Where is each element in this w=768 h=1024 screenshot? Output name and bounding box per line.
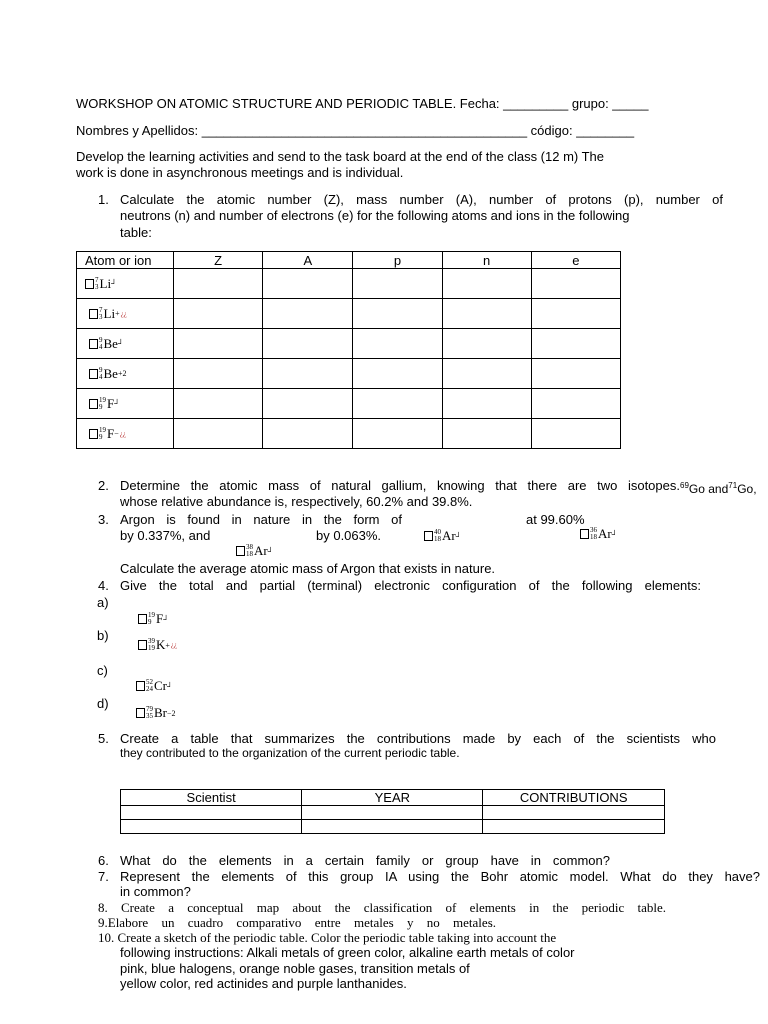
placeholder-box-icon bbox=[85, 279, 94, 289]
q2-number: 2. bbox=[98, 478, 109, 493]
table-row bbox=[77, 329, 621, 359]
n-cell[interactable] bbox=[442, 419, 531, 449]
atom-cell bbox=[77, 359, 174, 389]
argon-40-formula: 40 18 Ar ┘ bbox=[424, 528, 461, 544]
q4-item-b-letter: b) bbox=[97, 628, 109, 643]
table-row bbox=[121, 820, 665, 834]
placeholder-box-icon bbox=[89, 309, 98, 319]
placeholder-box-icon bbox=[138, 640, 147, 650]
q4-number: 4. bbox=[98, 578, 109, 593]
q3-line-1b: at 99.60% bbox=[526, 512, 585, 527]
argon-38-formula: 38 18 Ar ┘ bbox=[236, 543, 273, 559]
q4-line-1: Give the total and partial (terminal) electronic configuration of the following elements: bbox=[120, 578, 701, 593]
n-cell[interactable] bbox=[442, 299, 531, 329]
header-contributions: CONTRIBUTIONS bbox=[483, 790, 665, 806]
p-cell[interactable] bbox=[353, 389, 442, 419]
scientists-table bbox=[120, 789, 665, 834]
name-code-line: Nombres y Apellidos: _____________________________________________ código: ________ bbox=[76, 123, 635, 138]
n-cell[interactable] bbox=[442, 269, 531, 299]
q10-line-4: yellow color, red actinides and purple lanthanides. bbox=[120, 976, 407, 991]
p-cell[interactable] bbox=[353, 299, 442, 329]
q2-line-2: whose relative abundance is, respectively, 60.2% and 39.8%. bbox=[120, 494, 473, 509]
potassium-ion-formula: 39 19 K + ¿¿ bbox=[138, 637, 177, 653]
q3-line-2b: by 0.063%. bbox=[316, 528, 382, 543]
header-year: YEAR bbox=[302, 790, 483, 806]
a-cell[interactable] bbox=[263, 419, 353, 449]
placeholder-box-icon bbox=[89, 339, 98, 349]
z-cell[interactable] bbox=[173, 419, 262, 449]
q7-line-1: Represent the elements of this group IA using the Bohr atomic model. What do they have? bbox=[120, 869, 760, 884]
q4-item-c-letter: c) bbox=[97, 663, 108, 678]
bromine-ion-formula: 79 35 Br −2 bbox=[136, 705, 176, 721]
n-cell[interactable] bbox=[442, 389, 531, 419]
header-scientist: Scientist bbox=[121, 790, 302, 806]
z-cell[interactable] bbox=[173, 299, 262, 329]
q7-number: 7. bbox=[98, 869, 109, 884]
atoms-table-header-row bbox=[77, 252, 621, 269]
q6-number: 6. bbox=[98, 853, 109, 868]
q10-line-2: following instructions: Alkali metals of green color, alkaline earth metals of color bbox=[120, 945, 575, 960]
z-cell[interactable] bbox=[173, 269, 262, 299]
a-cell[interactable] bbox=[263, 299, 353, 329]
p-cell[interactable] bbox=[353, 269, 442, 299]
table-row bbox=[77, 299, 621, 329]
header-atom-or-ion: Atom or ion bbox=[77, 252, 174, 269]
q3-line-3: Calculate the average atomic mass of Argon that exists in nature. bbox=[120, 561, 496, 576]
atom-cell bbox=[77, 419, 174, 449]
contributions-cell[interactable] bbox=[483, 806, 665, 820]
a-cell[interactable] bbox=[263, 359, 353, 389]
atom-cell bbox=[77, 299, 174, 329]
q5-line-2: they contributed to the organization of the current periodic table. bbox=[120, 746, 460, 760]
year-cell[interactable] bbox=[302, 820, 483, 834]
fluorine-formula: 19 9 F ┘ bbox=[138, 611, 169, 627]
q3-line-2a: by 0.337%, and bbox=[120, 528, 211, 543]
e-cell[interactable] bbox=[531, 329, 620, 359]
a-cell[interactable] bbox=[263, 389, 353, 419]
q9-text: 9.Elabore un cuadro comparativo entre metales y no metales. bbox=[98, 915, 496, 930]
atom-formula: 7 3 Li + ¿¿ bbox=[89, 306, 127, 322]
atom-cell bbox=[77, 329, 174, 359]
q10-line-3: pink, blue halogens, orange noble gases, transition metals of bbox=[120, 961, 470, 976]
contributions-cell[interactable] bbox=[483, 820, 665, 834]
atom-formula: 9 4 Be +2 bbox=[89, 366, 126, 382]
q3-number: 3. bbox=[98, 512, 109, 527]
placeholder-box-icon bbox=[424, 531, 433, 541]
q7-line-2: in common? bbox=[120, 884, 191, 899]
scientist-cell[interactable] bbox=[121, 806, 302, 820]
e-cell[interactable] bbox=[531, 359, 620, 389]
q10-line-1: 10. Create a sketch of the periodic table. Color the periodic table taking into account the bbox=[98, 930, 557, 945]
placeholder-box-icon bbox=[580, 529, 589, 539]
placeholder-box-icon bbox=[236, 546, 245, 556]
z-cell[interactable] bbox=[173, 389, 262, 419]
scientist-cell[interactable] bbox=[121, 820, 302, 834]
q1-number: 1. bbox=[98, 192, 109, 207]
atom-cell bbox=[77, 269, 174, 299]
a-cell[interactable] bbox=[263, 269, 353, 299]
q4-item-a-letter: a) bbox=[97, 595, 109, 610]
z-cell[interactable] bbox=[173, 359, 262, 389]
intro-line-1: Develop the learning activities and send to the task board at the end of the class (12 m) The bbox=[76, 149, 605, 164]
header-z: Z bbox=[173, 252, 262, 269]
q8-text: 8. Create a conceptual map about the classification of elements in the periodic table. bbox=[98, 900, 666, 915]
atoms-ions-table bbox=[76, 251, 621, 449]
table-row bbox=[77, 419, 621, 449]
e-cell[interactable] bbox=[531, 419, 620, 449]
atom-formula: 7 3 Li ┘ bbox=[85, 276, 117, 292]
p-cell[interactable] bbox=[353, 419, 442, 449]
table-row bbox=[77, 269, 621, 299]
p-cell[interactable] bbox=[353, 359, 442, 389]
scientists-table-header-row bbox=[121, 790, 665, 806]
worksheet-title-line: WORKSHOP ON ATOMIC STRUCTURE AND PERIODIC TABLE. Fecha: _________ grupo: _____ bbox=[76, 96, 649, 111]
a-cell[interactable] bbox=[263, 329, 353, 359]
q2-line-1: Determine the atomic mass of natural gallium, knowing that there are two isotopes.$^{69}$Go and$^{71}$Go, bbox=[120, 478, 757, 496]
atom-formula: 9 4 Be ┘ bbox=[89, 336, 124, 352]
table-row bbox=[121, 806, 665, 820]
intro-line-2: work is done in asynchronous meetings and is individual. bbox=[76, 165, 404, 180]
n-cell[interactable] bbox=[442, 329, 531, 359]
header-p: p bbox=[353, 252, 442, 269]
placeholder-box-icon bbox=[89, 399, 98, 409]
atom-formula: 19 9 F ┘ bbox=[89, 396, 120, 412]
argon-36-formula: 36 18 Ar ┘ bbox=[580, 526, 617, 542]
placeholder-box-icon bbox=[89, 429, 98, 439]
p-cell[interactable] bbox=[353, 329, 442, 359]
placeholder-box-icon bbox=[138, 614, 147, 624]
q1-line-3: table: bbox=[120, 225, 152, 240]
e-cell[interactable] bbox=[531, 389, 620, 419]
e-cell[interactable] bbox=[531, 299, 620, 329]
atom-cell bbox=[77, 389, 174, 419]
header-e: e bbox=[531, 252, 620, 269]
year-cell[interactable] bbox=[302, 806, 483, 820]
q3-line-1a: Argon is found in nature in the form of bbox=[120, 512, 402, 527]
q5-number: 5. bbox=[98, 731, 109, 746]
z-cell[interactable] bbox=[173, 329, 262, 359]
q6-text: What do the elements in a certain family or group have in common? bbox=[120, 853, 610, 868]
header-n: n bbox=[442, 252, 531, 269]
placeholder-box-icon bbox=[89, 369, 98, 379]
table-row bbox=[77, 359, 621, 389]
n-cell[interactable] bbox=[442, 359, 531, 389]
e-cell[interactable] bbox=[531, 269, 620, 299]
header-a: A bbox=[263, 252, 353, 269]
q5-line-1: Create a table that summarizes the contributions made by each of the scientists who bbox=[120, 731, 716, 746]
q4-item-d-letter: d) bbox=[97, 696, 109, 711]
table-row bbox=[77, 389, 621, 419]
chromium-formula: 52 24 Cr ┘ bbox=[136, 678, 173, 694]
atom-formula: 19 9 F − ¿¿ bbox=[89, 426, 126, 442]
q1-line-1: Calculate the atomic number (Z), mass number (A), number of protons (p), number of bbox=[120, 192, 723, 207]
placeholder-box-icon bbox=[136, 681, 145, 691]
q1-line-2: neutrons (n) and number of electrons (e) for the following atoms and ions in the following bbox=[120, 208, 630, 223]
placeholder-box-icon bbox=[136, 708, 145, 718]
